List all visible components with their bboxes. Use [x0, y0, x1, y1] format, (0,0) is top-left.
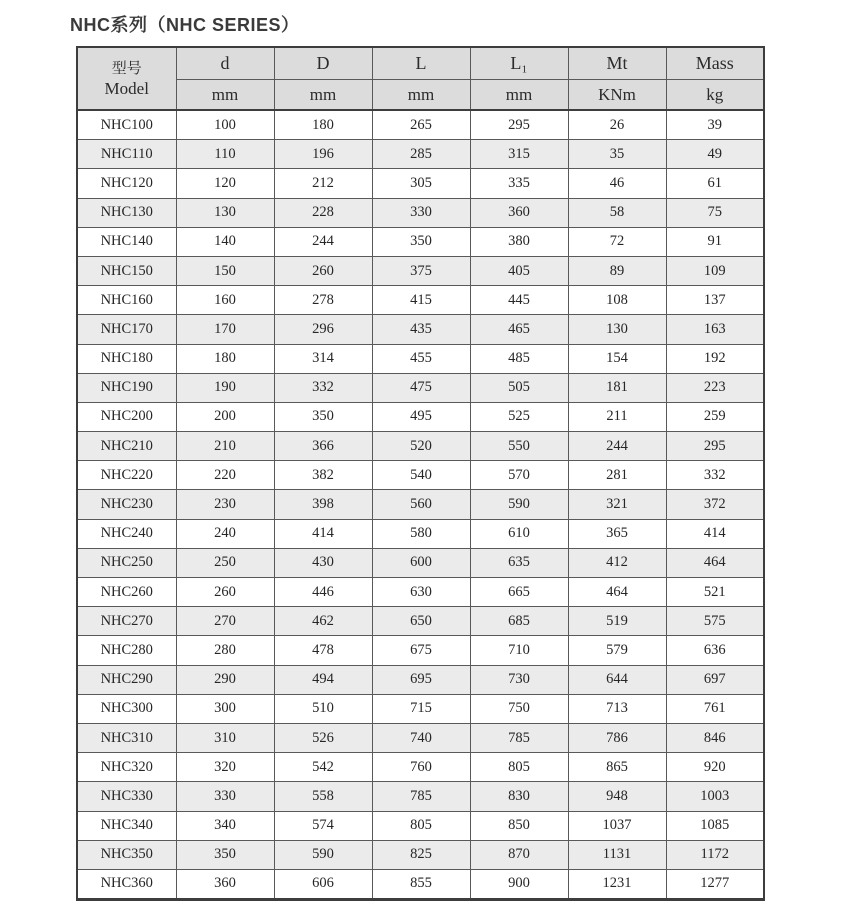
- page-title: NHC系列（NHC SERIES）: [70, 15, 300, 35]
- mt-cell: 464: [568, 578, 666, 607]
- mt-cell: 412: [568, 548, 666, 577]
- mt-cell: 244: [568, 432, 666, 461]
- d-cell: 150: [176, 256, 274, 285]
- d-cell: 270: [176, 607, 274, 636]
- table-row: [77, 227, 764, 256]
- mass-cell: 295: [666, 432, 764, 461]
- model-cell: NHC340: [77, 811, 176, 840]
- mass-cell: 1172: [666, 840, 764, 869]
- table-row: [77, 840, 764, 869]
- mass-cell: 109: [666, 256, 764, 285]
- d-cell: 130: [176, 198, 274, 227]
- table-row: [77, 490, 764, 519]
- table-row: [77, 694, 764, 723]
- d-cell: 366: [274, 432, 372, 461]
- mass-cell: 39: [666, 110, 764, 140]
- model-header-en: Model: [104, 78, 149, 98]
- model-header-cn: 型号: [111, 60, 142, 77]
- table-row: [77, 286, 764, 315]
- l1-cell: 685: [470, 607, 568, 636]
- l-cell: 265: [372, 110, 470, 140]
- table-row: [77, 753, 764, 782]
- table-row: [77, 402, 764, 431]
- d-cell: 200: [176, 402, 274, 431]
- unit-Mass: kg: [666, 80, 764, 111]
- d-cell: 120: [176, 169, 274, 198]
- l1-cell: 805: [470, 753, 568, 782]
- model-cell: NHC320: [77, 753, 176, 782]
- mt-cell: 948: [568, 782, 666, 811]
- l-cell: 675: [372, 636, 470, 665]
- l-cell: 540: [372, 461, 470, 490]
- mass-cell: 697: [666, 665, 764, 694]
- mt-cell: 519: [568, 607, 666, 636]
- mt-cell: 713: [568, 694, 666, 723]
- d-cell: 250: [176, 548, 274, 577]
- d-cell: 280: [176, 636, 274, 665]
- d-cell: 296: [274, 315, 372, 344]
- l-cell: 520: [372, 432, 470, 461]
- table-body: [77, 110, 764, 900]
- column-header-Mt: Mt: [568, 47, 666, 80]
- l1-cell: 570: [470, 461, 568, 490]
- d-cell: 542: [274, 753, 372, 782]
- d-cell: 260: [274, 256, 372, 285]
- d-cell: 212: [274, 169, 372, 198]
- d-cell: 330: [176, 782, 274, 811]
- l1-cell: 730: [470, 665, 568, 694]
- mass-cell: 259: [666, 402, 764, 431]
- table-row: [77, 869, 764, 899]
- d-cell: 320: [176, 753, 274, 782]
- mt-cell: 1131: [568, 840, 666, 869]
- table-row: [77, 169, 764, 198]
- unit-Mt: KNm: [568, 80, 666, 111]
- model-cell: NHC250: [77, 548, 176, 577]
- model-cell: NHC130: [77, 198, 176, 227]
- table-header: [77, 47, 764, 110]
- d-cell: 140: [176, 227, 274, 256]
- mt-cell: 72: [568, 227, 666, 256]
- d-cell: 340: [176, 811, 274, 840]
- column-header-d: d: [176, 47, 274, 80]
- mass-cell: 575: [666, 607, 764, 636]
- mass-cell: 1277: [666, 869, 764, 899]
- d-cell: 462: [274, 607, 372, 636]
- mass-cell: 192: [666, 344, 764, 373]
- mass-cell: 91: [666, 227, 764, 256]
- model-cell: NHC270: [77, 607, 176, 636]
- l-cell: 330: [372, 198, 470, 227]
- d-cell: 160: [176, 286, 274, 315]
- table-row: [77, 811, 764, 840]
- table-row: [77, 578, 764, 607]
- l1-cell: 590: [470, 490, 568, 519]
- mt-cell: 89: [568, 256, 666, 285]
- l1-cell: 295: [470, 110, 568, 140]
- l1-cell: 485: [470, 344, 568, 373]
- model-cell: NHC120: [77, 169, 176, 198]
- mt-cell: 1037: [568, 811, 666, 840]
- table-row: [77, 665, 764, 694]
- table-row: [77, 344, 764, 373]
- table-row: [77, 256, 764, 285]
- d-cell: 190: [176, 373, 274, 402]
- mt-cell: 26: [568, 110, 666, 140]
- unit-L1: mm: [470, 80, 568, 111]
- l-cell: 600: [372, 548, 470, 577]
- mass-cell: 75: [666, 198, 764, 227]
- mt-cell: 58: [568, 198, 666, 227]
- l-cell: 630: [372, 578, 470, 607]
- l1-cell: 360: [470, 198, 568, 227]
- table-row: [77, 723, 764, 752]
- l1-cell: 610: [470, 519, 568, 548]
- d-cell: 196: [274, 140, 372, 169]
- model-cell: NHC150: [77, 256, 176, 285]
- mass-cell: 223: [666, 373, 764, 402]
- model-cell: NHC210: [77, 432, 176, 461]
- d-cell: 414: [274, 519, 372, 548]
- l-cell: 825: [372, 840, 470, 869]
- mt-cell: 786: [568, 723, 666, 752]
- l1-cell: 525: [470, 402, 568, 431]
- d-cell: 558: [274, 782, 372, 811]
- model-cell: NHC350: [77, 840, 176, 869]
- table-row: [77, 782, 764, 811]
- mt-cell: 281: [568, 461, 666, 490]
- d-cell: 478: [274, 636, 372, 665]
- mt-cell: 46: [568, 169, 666, 198]
- table-row: [77, 548, 764, 577]
- l1-cell: 785: [470, 723, 568, 752]
- d-cell: 110: [176, 140, 274, 169]
- unit-L: mm: [372, 80, 470, 111]
- model-cell: NHC300: [77, 694, 176, 723]
- model-cell: NHC260: [77, 578, 176, 607]
- l1-cell: 405: [470, 256, 568, 285]
- header-unit-row: [77, 80, 764, 111]
- mass-cell: 414: [666, 519, 764, 548]
- l-cell: 350: [372, 227, 470, 256]
- table-row: [77, 461, 764, 490]
- model-cell: NHC170: [77, 315, 176, 344]
- mass-cell: 920: [666, 753, 764, 782]
- l-cell: 695: [372, 665, 470, 694]
- mass-cell: 521: [666, 578, 764, 607]
- model-cell: NHC330: [77, 782, 176, 811]
- column-header-D: D: [274, 47, 372, 80]
- table-row: [77, 519, 764, 548]
- d-cell: 220: [176, 461, 274, 490]
- d-cell: 260: [176, 578, 274, 607]
- d-cell: 170: [176, 315, 274, 344]
- model-cell: NHC160: [77, 286, 176, 315]
- d-cell: 574: [274, 811, 372, 840]
- mt-cell: 181: [568, 373, 666, 402]
- d-cell: 494: [274, 665, 372, 694]
- l1-cell: 900: [470, 869, 568, 899]
- l-cell: 650: [372, 607, 470, 636]
- model-cell: NHC220: [77, 461, 176, 490]
- column-header-model: [77, 47, 176, 110]
- l1-cell: 850: [470, 811, 568, 840]
- l1-cell: 870: [470, 840, 568, 869]
- mass-cell: 61: [666, 169, 764, 198]
- model-cell: NHC180: [77, 344, 176, 373]
- d-cell: 180: [176, 344, 274, 373]
- mass-cell: 464: [666, 548, 764, 577]
- mass-cell: 137: [666, 286, 764, 315]
- d-cell: 398: [274, 490, 372, 519]
- table-row: [77, 636, 764, 665]
- l1-cell: 505: [470, 373, 568, 402]
- d-cell: 240: [176, 519, 274, 548]
- mass-cell: 372: [666, 490, 764, 519]
- d-cell: 350: [274, 402, 372, 431]
- d-cell: 278: [274, 286, 372, 315]
- column-header-Mass: Mass: [666, 47, 764, 80]
- l1-cell: 710: [470, 636, 568, 665]
- model-cell: NHC310: [77, 723, 176, 752]
- l-cell: 560: [372, 490, 470, 519]
- model-cell: NHC240: [77, 519, 176, 548]
- model-cell: NHC200: [77, 402, 176, 431]
- l1-cell: 335: [470, 169, 568, 198]
- l-cell: 740: [372, 723, 470, 752]
- mass-cell: 49: [666, 140, 764, 169]
- d-cell: 510: [274, 694, 372, 723]
- mt-cell: 1231: [568, 869, 666, 899]
- d-cell: 526: [274, 723, 372, 752]
- model-cell: NHC230: [77, 490, 176, 519]
- model-cell: NHC360: [77, 869, 176, 899]
- l-cell: 435: [372, 315, 470, 344]
- l1-cell: 380: [470, 227, 568, 256]
- l-cell: 455: [372, 344, 470, 373]
- d-cell: 606: [274, 869, 372, 899]
- mt-cell: 130: [568, 315, 666, 344]
- mass-cell: 846: [666, 723, 764, 752]
- model-cell: NHC110: [77, 140, 176, 169]
- d-cell: 290: [176, 665, 274, 694]
- d-cell: 100: [176, 110, 274, 140]
- table-row: [77, 315, 764, 344]
- table-row: [77, 607, 764, 636]
- mt-cell: 365: [568, 519, 666, 548]
- d-cell: 244: [274, 227, 372, 256]
- nhc-series-table: [76, 46, 765, 901]
- d-cell: 590: [274, 840, 372, 869]
- l-cell: 760: [372, 753, 470, 782]
- model-cell: NHC290: [77, 665, 176, 694]
- d-cell: 350: [176, 840, 274, 869]
- table-row: [77, 198, 764, 227]
- l-cell: 805: [372, 811, 470, 840]
- column-header-L: L: [372, 47, 470, 80]
- l-cell: 715: [372, 694, 470, 723]
- l1-cell: 465: [470, 315, 568, 344]
- header-label-row: [77, 47, 764, 80]
- mt-cell: 321: [568, 490, 666, 519]
- unit-d: mm: [176, 80, 274, 111]
- mt-cell: 35: [568, 140, 666, 169]
- model-cell: NHC280: [77, 636, 176, 665]
- d-cell: 180: [274, 110, 372, 140]
- l-cell: 785: [372, 782, 470, 811]
- d-cell: 314: [274, 344, 372, 373]
- l1-cell: 315: [470, 140, 568, 169]
- mass-cell: 163: [666, 315, 764, 344]
- mt-cell: 154: [568, 344, 666, 373]
- l-cell: 580: [372, 519, 470, 548]
- model-cell: NHC190: [77, 373, 176, 402]
- column-header-L1: L₁: [470, 47, 568, 80]
- l1-cell: 550: [470, 432, 568, 461]
- model-cell: NHC100: [77, 110, 176, 140]
- d-cell: 310: [176, 723, 274, 752]
- d-cell: 382: [274, 461, 372, 490]
- mass-cell: 1003: [666, 782, 764, 811]
- d-cell: 360: [176, 869, 274, 899]
- mt-cell: 211: [568, 402, 666, 431]
- table-row: [77, 110, 764, 140]
- d-cell: 446: [274, 578, 372, 607]
- table-row: [77, 432, 764, 461]
- l1-cell: 665: [470, 578, 568, 607]
- d-cell: 228: [274, 198, 372, 227]
- l-cell: 285: [372, 140, 470, 169]
- l-cell: 305: [372, 169, 470, 198]
- d-cell: 430: [274, 548, 372, 577]
- d-cell: 230: [176, 490, 274, 519]
- mass-cell: 1085: [666, 811, 764, 840]
- mass-cell: 761: [666, 694, 764, 723]
- l1-cell: 830: [470, 782, 568, 811]
- d-cell: 300: [176, 694, 274, 723]
- unit-D: mm: [274, 80, 372, 111]
- d-cell: 210: [176, 432, 274, 461]
- mt-cell: 644: [568, 665, 666, 694]
- l-cell: 495: [372, 402, 470, 431]
- l-cell: 855: [372, 869, 470, 899]
- l-cell: 375: [372, 256, 470, 285]
- model-cell: NHC140: [77, 227, 176, 256]
- mass-cell: 332: [666, 461, 764, 490]
- l1-cell: 750: [470, 694, 568, 723]
- l1-cell: 445: [470, 286, 568, 315]
- l-cell: 415: [372, 286, 470, 315]
- mt-cell: 579: [568, 636, 666, 665]
- table-row: [77, 373, 764, 402]
- mt-cell: 108: [568, 286, 666, 315]
- mt-cell: 865: [568, 753, 666, 782]
- mass-cell: 636: [666, 636, 764, 665]
- l1-cell: 635: [470, 548, 568, 577]
- l-cell: 475: [372, 373, 470, 402]
- table-row: [77, 140, 764, 169]
- d-cell: 332: [274, 373, 372, 402]
